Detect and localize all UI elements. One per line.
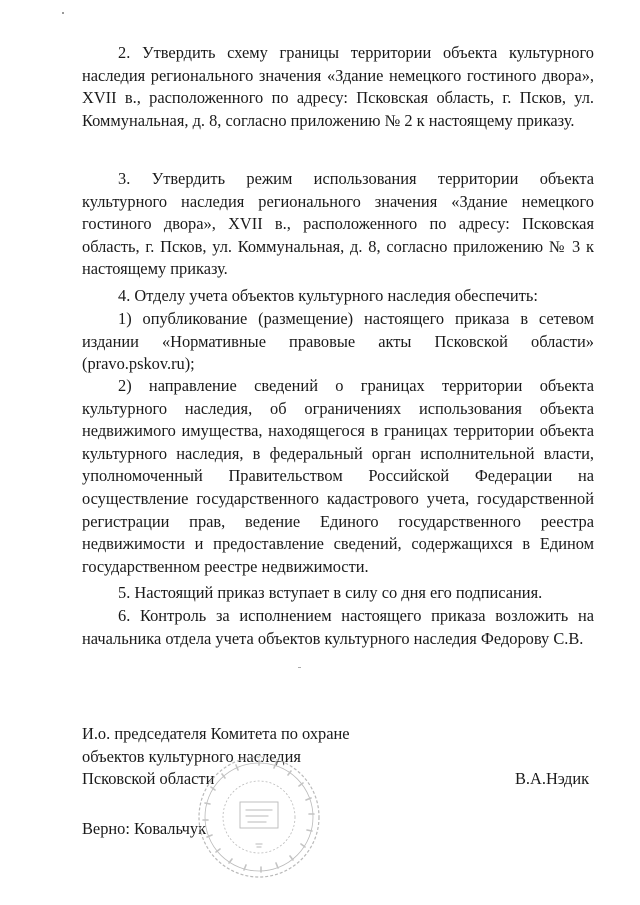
- paragraph-2: 2. Утвердить схему границы территории объекта культурного наследия регионального значения «Здание немецкого гостиного двора», XVII в., расположенного по адресу: Псковская область, г. Псков, ул. Коммунальная, д. 8, согласно приложению № 2 к настоящему приказу.: [82, 43, 594, 130]
- paragraph-3: 3. Утвердить режим использования территории объекта культурного наследия регионального значения «Здание немецкого гостиного двора», XVII в., расположенного по адресу: Псковская область, г. Псков, ул. Коммунальная, д. 8, согласно приложению № 3 к настоящему приказу.: [82, 169, 594, 279]
- signer-title-line-1: И.о. председателя Комитета по охране: [82, 724, 350, 743]
- official-seal-stamp: [196, 754, 322, 880]
- signer-title-line-3: Псковской области: [82, 769, 215, 788]
- paragraph-6: 6. Контроль за исполнением настоящего приказа возложить на начальника отдела учета объектов культурного наследия Федорову С.В.: [82, 606, 594, 648]
- paragraph-4-item-1: 1) опубликование (размещение) настоящего приказа в сетевом издании «Нормативные правовые акты Псковской области» (pravo.pskov.ru);: [82, 309, 594, 374]
- scan-mark: [62, 12, 64, 14]
- paragraph-4: 4. Отделу учета объектов культурного наследия обеспечить:: [118, 286, 538, 305]
- signer-title-line-2: объектов культурного наследия: [82, 747, 301, 766]
- paragraph-5: 5. Настоящий приказ вступает в силу со дня его подписания.: [118, 583, 543, 602]
- paragraph-4-item-2: 2) направление сведений о границах территории объекта культурного наследия, об ограничениях использования объекта недвижимого имущества, находящегося в границах территории объекта культурного наследия, в федеральный орган исполнительной власти, уполномоченный Правительством Российской Федерации на осуществление государственного кадастрового учета, государственной регистрации прав, ведение Единого государственного реестра недвижимости и предоставление сведений, содержащихся в Едином государственном реестре недвижимости.: [82, 376, 594, 576]
- certified-copy-line: Верно: Ковальчук: [82, 819, 207, 838]
- signer-name: В.А.Нэдик: [515, 769, 590, 788]
- scan-dot: [298, 667, 301, 668]
